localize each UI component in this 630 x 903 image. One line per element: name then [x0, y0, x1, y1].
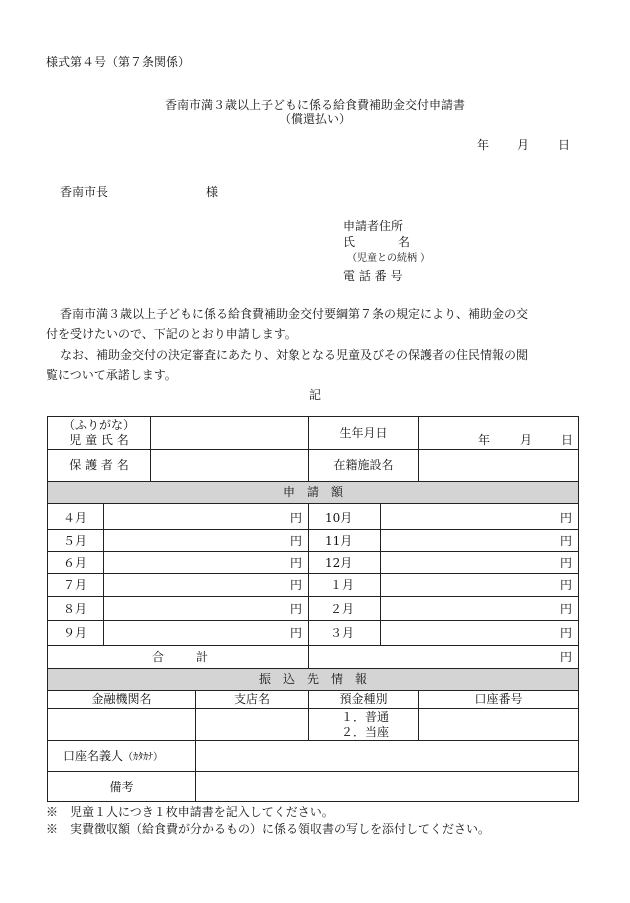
- yen-unit: 円: [560, 602, 573, 616]
- account-holder-label: [63, 749, 163, 765]
- month-label: ２月: [330, 602, 355, 616]
- total-yen-unit: 円: [560, 650, 573, 664]
- month-label: ３月: [330, 626, 355, 640]
- date-day-label: 日: [558, 138, 571, 152]
- table-border: [47, 416, 579, 802]
- account-type-ordinary: １．普通: [341, 710, 390, 724]
- note-2: ※ 実費徴収額（給食費が分かるもの）に係る領収書の写しを添付してください。: [46, 822, 491, 836]
- paragraph2-line2: 覧について承諾します。: [46, 368, 177, 382]
- month-label: ９月: [63, 626, 88, 640]
- branch-name-label: 支店名: [233, 692, 270, 706]
- yen-unit: 円: [290, 534, 303, 548]
- month-label: 11月: [325, 534, 353, 548]
- month-label: ４月: [63, 511, 88, 525]
- yen-unit: 円: [290, 556, 303, 570]
- furigana-label: （ふりがな）: [62, 418, 135, 432]
- month-label: ５月: [63, 534, 88, 548]
- transfer-header: 振 込 先 情 報: [258, 672, 367, 686]
- yen-unit: 円: [290, 511, 303, 525]
- total-label-2: 計: [196, 650, 209, 664]
- paragraph1-line1: 香南市満３歳以上子どもに係る給食費補助金交付要綱第７条の規定により、補助金の交: [60, 307, 529, 321]
- facility-name-label: 在籍施設名: [333, 458, 394, 472]
- account-holder-kana: （ｶﾀｶﾅ）: [123, 752, 164, 763]
- paragraph1-line2: 付を受けたいので、下記のとおり申請します。: [46, 327, 297, 341]
- guardian-name-label: 保 護 者 名: [69, 458, 129, 472]
- date-year-label: 年: [477, 138, 490, 152]
- account-type-label: 預金種別: [339, 692, 388, 706]
- total-label-1: 合: [152, 650, 165, 664]
- applicant-name-label-1: 氏: [343, 235, 356, 249]
- month-label: １月: [330, 578, 355, 592]
- addressee: 香南市長: [60, 185, 109, 199]
- account-holder-text: 口座名義人: [63, 749, 124, 763]
- yen-unit: 円: [290, 602, 303, 616]
- document-subtitle: （償還払い）: [278, 112, 351, 126]
- yen-unit: 円: [560, 556, 573, 570]
- form-number: 様式第４号（第７条関係）: [46, 55, 191, 69]
- account-type-current: ２．当座: [341, 725, 390, 739]
- birth-day-label: 日: [561, 433, 574, 447]
- remarks-label: 備考: [109, 780, 134, 794]
- month-label: 12月: [325, 556, 353, 570]
- applicant-address-label: 申請者住所: [343, 219, 404, 233]
- document-title: 香南市満３歳以上子どもに係る給食費補助金交付申請書: [164, 98, 465, 112]
- bank-name-label: 金融機関名: [91, 692, 152, 706]
- ki-label: 記: [308, 388, 321, 402]
- month-label: ８月: [63, 602, 88, 616]
- applicant-relation-label: （児童との続柄 ）: [347, 253, 431, 264]
- applicant-name-label-2: 名: [398, 235, 411, 249]
- yen-unit: 円: [290, 626, 303, 640]
- birth-date-label: 生年月日: [339, 426, 388, 440]
- paragraph2-line1: なお、補助金交付の決定審査にあたり、対象となる児童及びその保護者の住民情報の閲: [60, 348, 529, 362]
- yen-unit: 円: [560, 511, 573, 525]
- date-month-label: 月: [517, 138, 530, 152]
- yen-unit: 円: [290, 578, 303, 592]
- yen-unit: 円: [560, 626, 573, 640]
- account-number-label: 口座番号: [474, 692, 523, 706]
- note-1: ※ 児童１人につき１枚申請書を記入してください。: [46, 805, 334, 819]
- addressee-honorific: 様: [206, 185, 219, 199]
- month-label: ７月: [63, 578, 88, 592]
- birth-year-label: 年: [478, 433, 491, 447]
- month-label: 10月: [325, 511, 353, 525]
- amount-header: 申 請 額: [282, 485, 343, 499]
- child-name-label: 児 童 氏 名: [69, 433, 129, 447]
- yen-unit: 円: [560, 578, 573, 592]
- yen-unit: 円: [560, 534, 573, 548]
- applicant-phone-label: 電 話 番 号: [343, 269, 403, 283]
- birth-month-label: 月: [520, 433, 533, 447]
- month-label: ６月: [63, 556, 88, 570]
